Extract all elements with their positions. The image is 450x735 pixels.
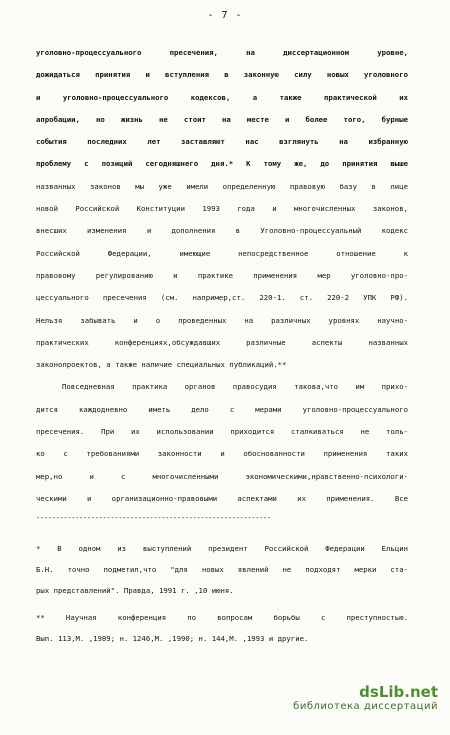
- text-line: Повседневная практика органов правосудия такова,что им прихо-: [62, 382, 408, 392]
- watermark-logo: dsLib.net: [359, 683, 438, 701]
- text-line: проблему с позиций сегодняшнего дня.* К тому же, до принятия выше: [36, 159, 408, 169]
- text-line: законопроектов, а также наличие специальных публикаций.**: [36, 360, 287, 370]
- text-line: ко с требованиями законности и обоснованности применения таких: [36, 449, 408, 459]
- watermark-subtitle: библиотека диссертаций: [293, 701, 438, 712]
- footnote-line: ** Научная конференция по вопросам борьбы с преступностью.: [36, 613, 408, 622]
- page-number: - 7 -: [207, 10, 243, 21]
- footnote-line: * В одном из выступлений президент Российской Федерации Ельцин: [36, 544, 408, 553]
- footnote-1: [36, 538, 408, 601]
- footnote-2: [36, 607, 408, 649]
- footnote-line: Б.Н. точно подметил,что "для новых явлений не подходят мерки ста-: [36, 565, 408, 574]
- text-line: внесших изменения и дополнения в Уголовно-процессуальный кодекс: [36, 226, 408, 236]
- text-line: Российской Федерации, имеющие непосредственное отношение к: [36, 248, 408, 258]
- text-line: уголовно-процессуального пресечения, на диссертационном уровне,: [36, 48, 408, 57]
- text-line: практических конференциях,обсуждавших различные аспекты названных: [36, 337, 408, 347]
- paragraph-1: [36, 42, 408, 376]
- text-line: правовому регулированию и практике применения мер уголовно-про-: [36, 270, 408, 280]
- footnote-line: Вып. 113,М. ,1989; н. 1246,М. ,1990; н. 144,М. ,1993 и другие.: [36, 634, 309, 643]
- text-line: новой Российской Конституции 1993 года и многочисленных законов,: [36, 204, 408, 214]
- text-line: дожидаться принятия и вступления в законную силу новых уголовного: [36, 70, 408, 80]
- text-line: мер,но и с многочисленными экономическими,нравственно-психологи-: [36, 471, 408, 481]
- text-line: пресечения. При их использовании приходится сталкиваться не толь-: [36, 427, 408, 437]
- text-line: ческими и организационно-правовыми аспектами их применения. Все: [36, 493, 408, 503]
- text-line: дится каждодневно иметь дело с мерами уголовно-процессуального: [36, 404, 408, 414]
- body-text: [36, 42, 408, 510]
- text-line: Нельзя забывать и о проведенных на различных уровнях научно-: [36, 315, 408, 325]
- text-line: апробации, но жизнь не стоит на месте и более того, бурные: [36, 114, 408, 124]
- text-line: события последних лет заставляют нас взглянуть на избранную: [36, 137, 408, 147]
- text-line: названных законов мы уже имели определенную правовую базу в лице: [36, 181, 408, 191]
- watermark: [293, 684, 438, 712]
- footnote-separator: ------------------------------------------------------------: [36, 514, 271, 522]
- footnote-line: рых представлений". Правда, 1991 г. ,10 июня.: [36, 586, 234, 595]
- text-line: цессуального пресечения (см. например,ст. 220-1. ст. 220-2 УПК РФ).: [36, 293, 408, 303]
- footnotes: [36, 538, 408, 649]
- text-line: и уголовно-процессуального кодексов, а также практической их: [36, 92, 408, 102]
- paragraph-2: [36, 376, 408, 510]
